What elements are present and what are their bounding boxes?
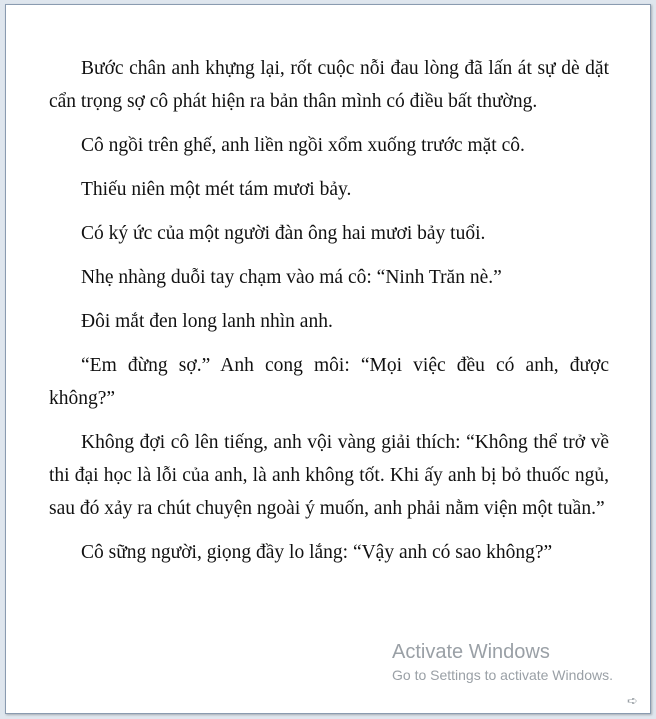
paragraph-5: Nhẹ nhàng duỗi tay chạm vào má cô: “Ninh Trăn nè.” <box>81 267 502 288</box>
paragraph-9: Cô sững người, giọng đầy lo lắng: “Vậy anh có sao không?” <box>81 542 553 563</box>
document-page <box>5 4 651 714</box>
paragraph-1: Bước chân anh khựng lại, rốt cuộc nỗi đau lòng đã lấn át sự dè dặt cẩn trọng sợ cô phát hiện ra bản thân mình có điều bất thường. <box>49 58 609 112</box>
watermark-title: Activate Windows <box>392 641 550 663</box>
paragraph-8: Không đợi cô lên tiếng, anh vội vàng giải thích: “Không thể trở về thi đại học là lỗi của anh, là anh không tốt. Khi ấy anh bị bỏ thuốc ngủ, sau đó xảy ra chút chuyện ngoài ý muốn, anh phải nằm viện một tuần.” <box>49 432 609 519</box>
activate-windows-watermark <box>392 639 613 685</box>
paragraph-2: Cô ngồi trên ghế, anh liền ngồi xổm xuống trước mặt cô. <box>81 135 525 156</box>
watermark-subtitle: Go to Settings to activate Windows. <box>392 667 613 683</box>
paragraph-4: Có ký ức của một người đàn ông hai mươi bảy tuổi. <box>81 223 486 244</box>
mouse-pointer-icon: ➪ <box>627 694 638 709</box>
paragraph-6: Đôi mắt đen long lanh nhìn anh. <box>81 311 333 332</box>
document-body <box>49 52 609 580</box>
paragraph-3: Thiếu niên một mét tám mươi bảy. <box>81 179 352 200</box>
paragraph-7: “Em đừng sợ.” Anh cong môi: “Mọi việc đều có anh, được không?” <box>49 355 609 409</box>
